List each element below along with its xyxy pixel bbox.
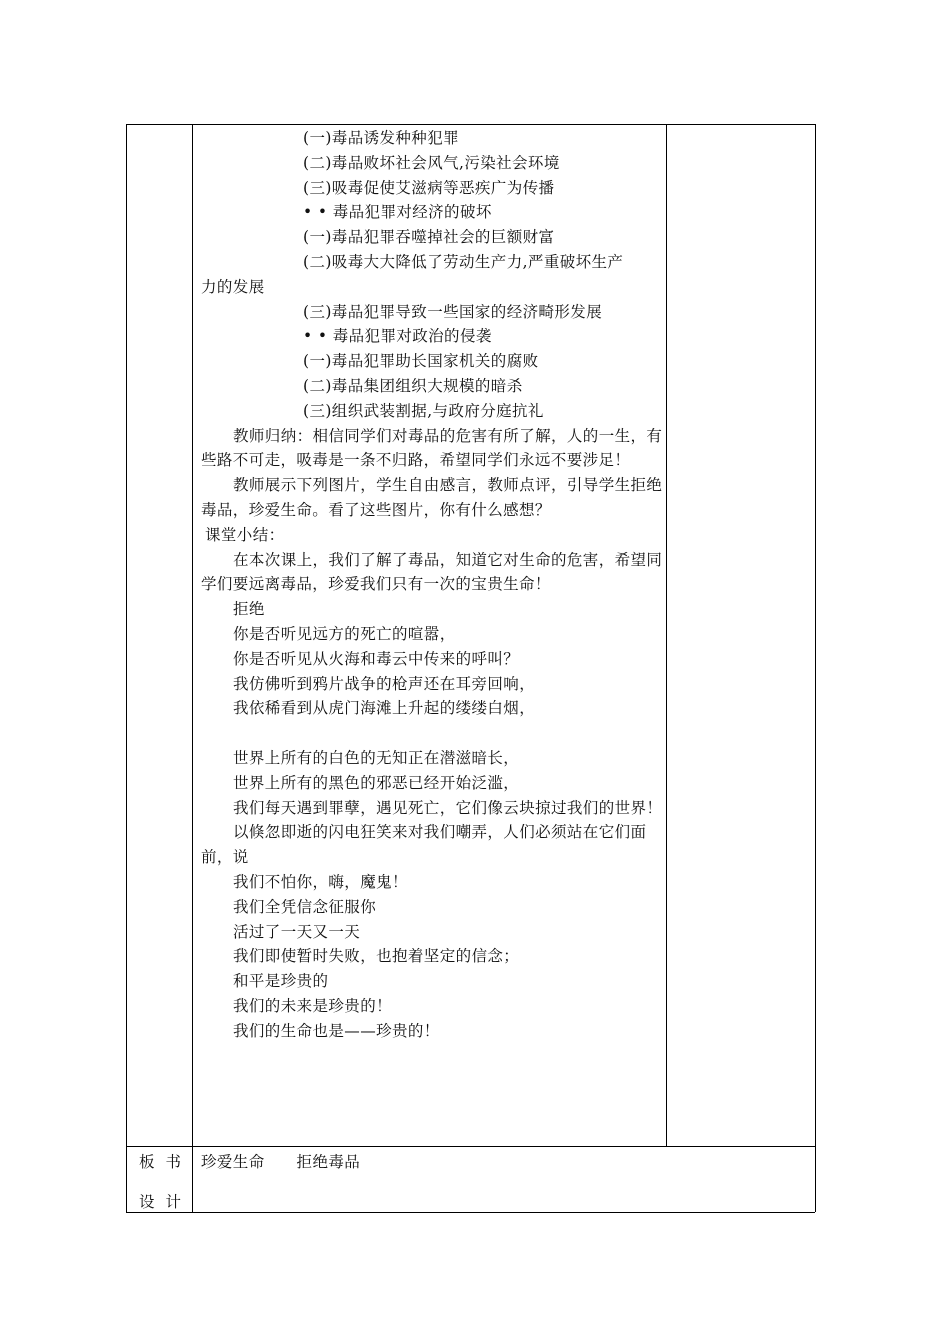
teacher-images-paragraph: 教师展示下列图片，学生自由感言，教师点评，引导学生拒绝毒品，珍爱生命。看了这些图片，你有什么感想？ xyxy=(201,476,663,519)
list-item: (一)毒品犯罪吞噬掉社会的巨额财富 xyxy=(303,228,555,247)
list-item-continuation: 力的发展 xyxy=(201,277,265,296)
board-design-label: 板 书 xyxy=(139,1153,182,1171)
poem-paragraph: 以倏忽即逝的闪电狂笑来对我们嘲弄，人们必须站在它们面前，说 xyxy=(201,823,647,867)
table-row-divider xyxy=(126,1146,815,1147)
list-item: (二)毒品集团组织大规模的暗杀 xyxy=(303,376,523,395)
table-bottom-border xyxy=(126,1212,815,1213)
poem-paragraph: 我们每天遇到罪孽，遇见死亡，它们像云块掠过我们的世界！ xyxy=(233,798,663,817)
poem-line: 我们的未来是珍贵的！ xyxy=(233,996,393,1015)
stanza-gap xyxy=(201,721,663,746)
poem-line: 活过了一天又一天 xyxy=(233,922,361,941)
list-item: (一)毒品诱发种种犯罪 xyxy=(303,129,459,147)
poem-line: 我依稀看到从虎门海滩上升起的缕缕白烟， xyxy=(233,699,536,718)
section-heading: • • 毒品犯罪对政治的侵袭 xyxy=(303,327,492,346)
list-item: (二)吸毒大大降低了劳动生产力,严重破坏生产 xyxy=(303,252,624,271)
section-heading: • • 毒品犯罪对经济的破坏 xyxy=(303,203,492,222)
poem-line: 我们全凭信念征服你 xyxy=(233,897,377,916)
table-column-divider-right xyxy=(666,124,667,1146)
poem-line: 我们即使暂时失败，也抱着坚定的信念； xyxy=(233,947,520,966)
poem-line: 世界上所有的白色的无知正在潜滋暗长， xyxy=(233,748,520,767)
list-item: (三)吸毒促使艾滋病等恶疾广为传播 xyxy=(303,178,555,197)
list-item: (三)组织武装割据,与政府分庭抗礼 xyxy=(303,401,544,420)
teacher-summary-paragraph: 教师归纳：相信同学们对毒品的危害有所了解，人的一生，有些路不可走，吸毒是一条不归路，希望同学们永远不要涉足！ xyxy=(201,426,663,470)
poem-line: 你是否听见从火海和毒云中传来的呼叫？ xyxy=(233,649,520,668)
class-summary-paragraph: 在本次课上，我们了解了毒品，知道它对生命的危害，希望同学们要远离毒品，珍爱我们只有一次的宝贵生命！ xyxy=(201,550,663,594)
poem-line: 我们不怕你，嗨，魔鬼！ xyxy=(233,872,408,891)
table-left-border xyxy=(126,124,127,1212)
list-item: (二)毒品败坏社会风气,污染社会环境 xyxy=(303,153,560,172)
list-item: (三)毒品犯罪导致一些国家的经济畸形发展 xyxy=(303,302,603,321)
table-right-border xyxy=(815,124,816,1212)
lesson-content xyxy=(201,126,663,1043)
poem-line: 我们的生命也是——珍贵的！ xyxy=(233,1021,440,1040)
board-design-content: 珍爱生命 拒绝毒品 xyxy=(201,1153,361,1171)
table-column-divider xyxy=(192,124,193,1212)
board-design-label-line2: 设 计 xyxy=(139,1193,182,1211)
list-item: (一)毒品犯罪助长国家机关的腐败 xyxy=(303,352,539,371)
table-top-border xyxy=(126,124,815,125)
class-summary-label: 课堂小结： xyxy=(205,525,285,544)
poem-line: 你是否听见远方的死亡的喧嚣， xyxy=(233,624,456,643)
poem-title: 拒绝 xyxy=(233,600,265,619)
poem-line: 我仿佛听到鸦片战争的枪声还在耳旁回响， xyxy=(233,674,536,693)
poem-line: 世界上所有的黑色的邪恶已经开始泛滥， xyxy=(233,773,520,792)
poem-line: 和平是珍贵的 xyxy=(233,972,329,991)
